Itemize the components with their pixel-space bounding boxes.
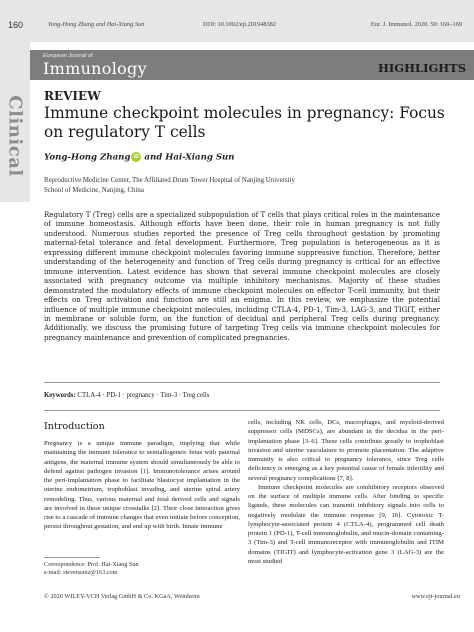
journal-reference: Eur. J. Immunol. 2020. 50: 160–169 (370, 21, 462, 28)
keywords-list: CTLA-4 · PD-1 · pregnancy · Tim-3 · Treg cells (77, 392, 210, 399)
section-heading: Introduction (44, 421, 105, 432)
journal-banner (30, 50, 474, 80)
author-name[interactable]: and Hai-Xiang Sun (144, 152, 235, 163)
article-title: Immune checkpoint molecules in pregnancy: Focus on regulatory T cells (44, 104, 445, 141)
body-paragraph: Pregnancy is a unique immune paradigm, implying that while maintaining the immune tolerance to semiallogeneic fetus with paternal antigens, the maternal immune system should simultaneously be able to defend against pathogen invasion [1]. Immunotolerance arises around the peri-implantation phase to facilitate blastocyst implantation in the uterine endometrium, trophoblast invading, and uterine spiral artery remodeling. Thus, various maternal and fetal derived cells and signals are involved in these unique crosstalks [2]. Their close interaction gives rise to a cascade of immune changes that even initiate before conception, persist throughout gestation, and end up with birth. Innate immune (44, 440, 240, 531)
abstract: Regulatory T (Treg) cells are a specialized subpopulation of T cells that plays critical roles in the maintenance of immune homeostasis. Although efforts have been done, their role in human pregnancy is not fully understood. Numerous studies reported the presence of Treg cells throughout gestation by promoting maternal-fetal tolerance and fetal development. Furthermore, Treg population is heterogeneous as it is expressing different immune checkpoint molecules favoring immune suppressive function. Therefore, better understanding of the heterogeneity and function of Treg cells during pregnancy is critical for an effective immune intervention. Latest evidence has shown that several immune checkpoint molecules are closely associated with pregnancy outcome via multiple inhibitory mechanisms. Majority of these studies demonstrated the modulatory effects of immune checkpoint molecules on effector T-cell immunity, but their effects on Treg activation and function are still an enigma. In this review, we emphasize the potential influence of multiple immune checkpoint molecules, including CTLA-4, PD-1, Tim-3, LAG-3, and TIGIT, either in membrane or soluble form, on the function of decidual and peripheral Treg cells during pregnancy. Additionally, we discuss the promising future of targeting Treg cells via immune checkpoint molecules for pregnancy maintenance and prevention of complicated pregnancies. (44, 210, 440, 342)
footnote-rule (44, 557, 100, 558)
running-authors: Yong-Hong Zhang and Hai-Xiang Sun (48, 21, 145, 28)
author-name[interactable]: Yong-Hong Zhang (44, 152, 131, 163)
keywords-label: Keywords: (44, 392, 76, 399)
affiliation-line: School of Medicine, Nanjing, China (44, 187, 144, 194)
journal-logo: Immunology (43, 59, 147, 78)
journal-url[interactable]: www.eji-journal.eu (411, 593, 460, 600)
correspondence-email[interactable]: e-mail: stevensunz@163.com (44, 569, 118, 576)
side-tab-label: Clinical (4, 95, 26, 177)
affiliation (44, 176, 424, 196)
journal-logo-subtitle: European Journal of (43, 53, 93, 59)
doi[interactable]: DOI: 10.1002/eji.201948382 (203, 21, 276, 28)
divider (44, 382, 440, 383)
page-number: 160 (8, 20, 24, 30)
body-paragraph: Immune checkpoint molecules are coinhibitory receptors observed on the surface of multiple immune cells. After binding to specific ligands, these molecules can transmit inhibitory signals into cells to negatively modulate the immune response [9, 10]. Cytotoxic T-lymphocyte-associated protein 4 (CTLA-4), programmed cell death protein 1 (PD-1), T-cell immunoglobulin, and mucin-domain containing-3 (Tim-3) and T-cell immunoreceptor with immunoglobulin and ITIM domains (TIGIT) and lymphocyte-activation gene 3 (LAG-3) are the most studied (248, 483, 444, 565)
orcid-icon[interactable]: iD (131, 152, 141, 162)
divider (44, 410, 440, 411)
affiliation-line: Reproductive Medicine Center, The Affiliated Drum Tower Hospital of Nanjing University (44, 177, 295, 184)
running-header (0, 0, 474, 42)
body-paragraph: cells, including NK cells, DCs, macrophages, and myeloid-derived suppressor cells (MDSCs), are abundant in the decidua in the peri-implantation phase [3–6]. These cells contribute greatly to trophoblast invasion and uterine vasculature to promote placentation. The adaptive immunity is also critical to pregnancy tolerance, since Treg cells deficiency is emerging as a key potential cause of female infertility and several pregnancy complications [7, 8]. (248, 419, 444, 482)
copyright: © 2020 WILEY-VCH Verlag GmbH & Co. KGaA, Weinheim (44, 593, 200, 600)
highlights-label: HIGHLIGHTS (378, 61, 466, 75)
body-column-right (248, 418, 444, 566)
correspondence-name: Correspondence: Prof. Hai-Xiang Sun (44, 561, 139, 568)
section-side-tab (0, 42, 30, 202)
keywords (44, 392, 209, 399)
correspondence-note (44, 561, 139, 577)
author-list (44, 152, 235, 163)
article-type: REVIEW (44, 89, 101, 103)
